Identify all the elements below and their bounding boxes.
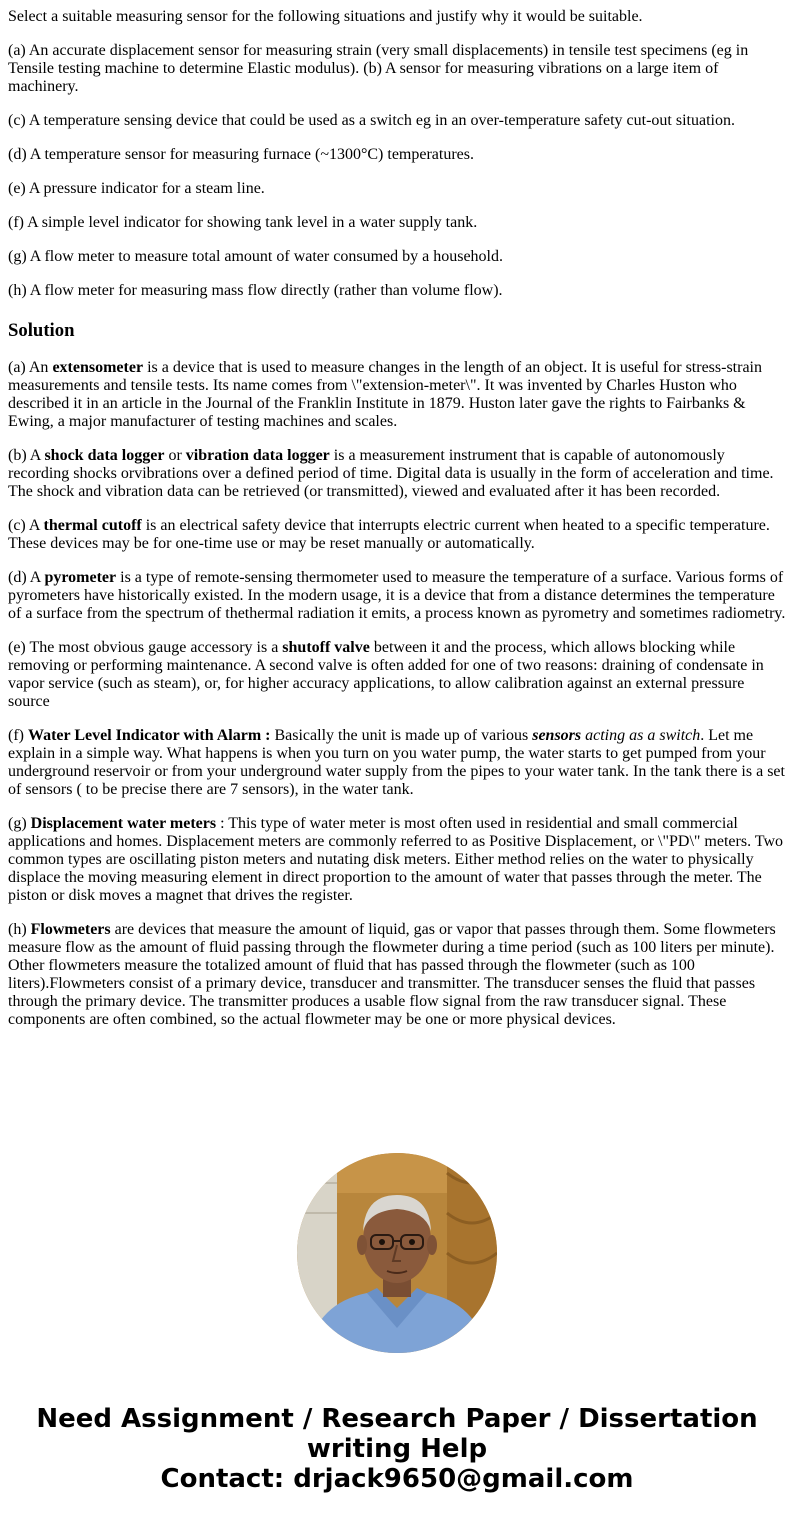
solution-f-text2: . Let me explain in a simple way. What happens is when you turn on you water pump, the water starts to get pumped from your underground reservoir or from your underground water supply from the pipes to your water tank. In the tank there is a set of sensors ( to be precise there are 7 sensors), in the water tank. [8, 727, 785, 798]
solution-c-text: is an electrical safety device that interrupts electric current when heated to a specific temperature. These devices may be for one-time use or may be reset manually or automatically. [8, 517, 770, 552]
solution-g-prefix: (g) [8, 815, 31, 832]
solution-f [8, 727, 786, 799]
solution-h-term: Flowmeters [30, 921, 111, 938]
solution-c-prefix: (c) A [8, 517, 44, 534]
question-item-h: (h) A flow meter for measuring mass flow directly (rather than volume flow). [8, 282, 503, 299]
question-item-d: (d) A temperature sensor for measuring furnace (~1300°C) temperatures. [8, 146, 474, 163]
solution-h [8, 921, 786, 1029]
solution-h-text: are devices that measure the amount of liquid, gas or vapor that passes through them. Some flowmeters measure flow as the amount of fluid passing through the flowmeter during a time period (such as 100 liters per minute). Other flowmeters measure the totalized amount of fluid that has passed through the flowmeter (such as 100 liters).Flowmeters consist of a primary device, transducer and transmitter. The transducer senses the fluid that passes through the primary device. The transmitter produces a usable flow signal from the raw transducer signal. These components are often combined, so the actual flowmeter may be one or more physical devices. [8, 921, 776, 1028]
solution-e-prefix: (e) The most obvious gauge accessory is a [8, 639, 283, 656]
solution-b-term1: shock data logger [44, 447, 165, 464]
question-item-e: (e) A pressure indicator for a steam line. [8, 180, 265, 197]
footer-banner [0, 1404, 794, 1494]
solution-g-term: Displacement water meters [30, 815, 217, 832]
solution-c [8, 517, 786, 553]
question-item-g: (g) A flow meter to measure total amount of water consumed by a household. [8, 248, 503, 265]
solution-d-term: pyrometer [44, 569, 117, 586]
question-intro: Select a suitable measuring sensor for the following situations and justify why it would be suitable. [8, 8, 643, 25]
solution-g [8, 815, 786, 905]
solution-a-prefix: (a) An [8, 359, 53, 376]
solution-e [8, 639, 786, 711]
solution-a-text: is a device that is used to measure changes in the length of an object. It is useful for stress-strain measurements and tensile tests. Its name comes from \"extension-meter\". It was invented by Charles Huston who described it in an article in the Journal of the Franklin Institute in 1879. Huston later gave the rights to Fairbanks & Ewing, a major manufacturer of testing machines and scales. [8, 359, 762, 430]
solution-b-text: is a measurement instrument that is capable of autonomously recording shocks orvibrations over a defined period of time. Digital data is usually in the form of acceleration and time. The shock and vibration data can be retrieved (or transmitted), viewed and evaluated after it has been recorded. [8, 447, 774, 500]
solution-heading: Solution [8, 320, 75, 341]
solution-e-text: between it and the process, which allows blocking while removing or performing maintenance. A second valve is often added for one of two reasons: draining of condensate in vapor service (such as steam), or, for higher accuracy applications, to allow calibration against an external pressure source [8, 639, 764, 710]
solution-e-term: shutoff valve [282, 639, 370, 656]
solution-f-em: acting as a switch [581, 727, 701, 744]
question-item-c: (c) A temperature sensing device that could be used as a switch eg in an over-temperature safety cut-out situation. [8, 112, 735, 129]
solution-g-text: : This type of water meter is most often used in residential and small commercial applications and homes. Displacement meters are commonly referred to as Positive Displacement, or \"PD\" meters. Two common types are oscillating piston meters and nutating disk meters. Either method relies on the water to physically displace the moving measuring element in direct proportion to the amount of water that passes through the meter. The piston or disk moves a magnet that drives the register. [8, 815, 783, 904]
solution-a-term: extensometer [52, 359, 144, 376]
solution-b-prefix: (b) A [8, 447, 45, 464]
question-item-f: (f) A simple level indicator for showing tank level in a water supply tank. [8, 214, 478, 231]
solution-d-prefix: (d) A [8, 569, 45, 586]
question-item-ab: (a) An accurate displacement sensor for measuring strain (very small displacements) in tensile test specimens (eg in Tensile testing machine to determine Elastic modulus). (b) A sensor for measuring vibrations on a large item of machinery. [8, 42, 749, 95]
solution-f-text1: Basically the unit is made up of various [270, 727, 533, 744]
solution-b-mid: or [164, 447, 186, 464]
solution-h-prefix: (h) [8, 921, 31, 938]
solution-f-term: Water Level Indicator with Alarm : [27, 727, 271, 744]
solution-a [8, 359, 786, 431]
solution-f-em-bold: sensors [532, 727, 582, 744]
solution-c-term: thermal cutoff [43, 517, 142, 534]
footer-help-line: Need Assignment / Research Paper / Dissertation writing Help [36, 1404, 758, 1464]
solution-d [8, 569, 786, 623]
author-portrait [297, 1153, 497, 1353]
solution-b [8, 447, 786, 501]
solution-b-term2: vibration data logger [185, 447, 330, 464]
solution-d-text: is a type of remote-sensing thermometer used to measure the temperature of a surface. Various forms of pyrometers have historically existed. In the modern usage, it is a device that from a distance determines the temperature of a surface from the spectrum of thethermal radiation it emits, a process known as pyrometry and sometimes radiometry. [8, 569, 786, 622]
solution-f-prefix: (f) [8, 727, 28, 744]
footer-contact-line: Contact: drjack9650@gmail.com [160, 1464, 634, 1494]
author-avatar [297, 1153, 497, 1353]
